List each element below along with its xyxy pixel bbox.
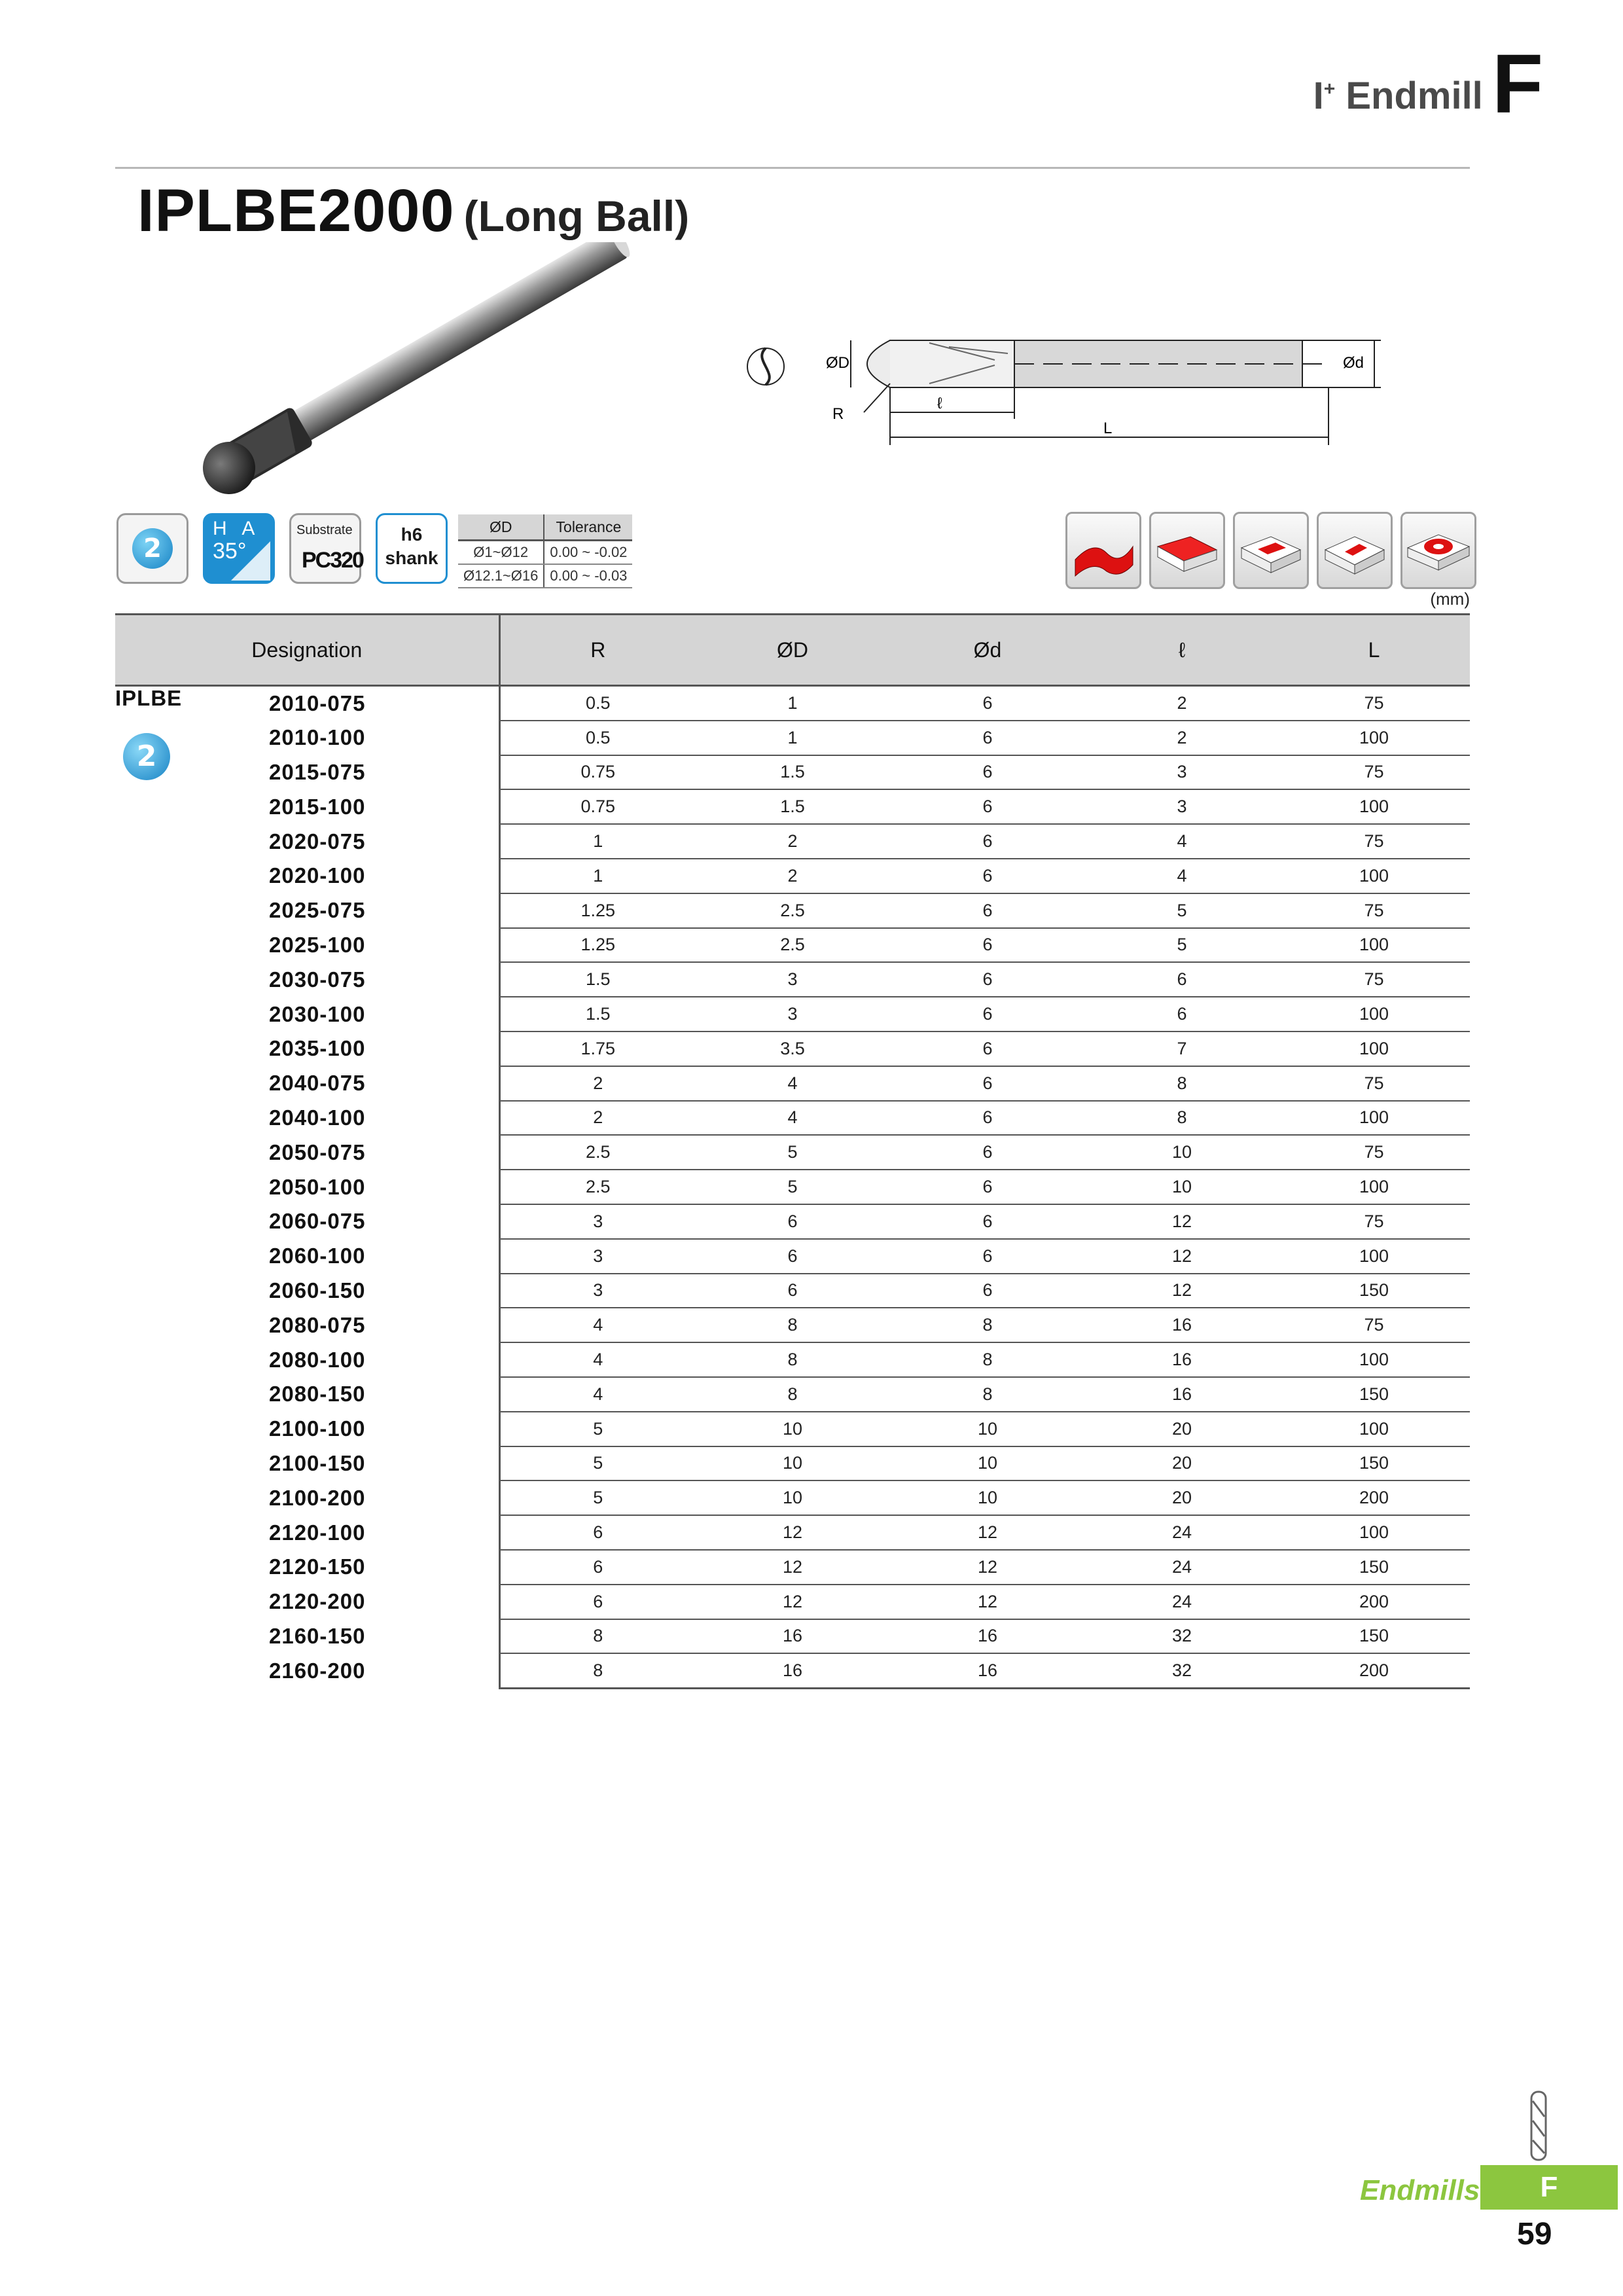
table-row	[115, 721, 1470, 755]
designation-code: 2015-075	[269, 759, 366, 784]
cell-designation	[115, 1101, 499, 1136]
cell-shank-diameter: 6	[889, 686, 1086, 721]
page-title	[137, 177, 689, 245]
pocketing-icon	[1317, 512, 1393, 589]
page-header	[1313, 37, 1543, 131]
cell-overall-length: 75	[1278, 755, 1470, 790]
designation-code: 2160-200	[269, 1658, 366, 1683]
cell-flute-length: 12	[1086, 1204, 1278, 1239]
cell-outer-diameter: 6	[696, 1204, 889, 1239]
cell-overall-length: 150	[1278, 1377, 1470, 1412]
cell-designation	[115, 1342, 499, 1377]
designation-code: 2060-075	[269, 1209, 366, 1234]
designation-code: 2100-200	[269, 1485, 366, 1510]
cell-outer-diameter: 6	[696, 1239, 889, 1274]
cell-flute-length: 16	[1086, 1308, 1278, 1342]
cell-shank-diameter: 6	[889, 893, 1086, 928]
cell-outer-diameter: 5	[696, 1135, 889, 1170]
table-row	[115, 1550, 1470, 1585]
cell-designation	[115, 928, 499, 963]
cell-shank-diameter: 6	[889, 789, 1086, 824]
cell-shank-diameter: 6	[889, 824, 1086, 859]
designation-code: 2060-100	[269, 1244, 366, 1268]
cell-outer-diameter: 3	[696, 962, 889, 997]
cell-overall-length: 75	[1278, 1066, 1470, 1101]
cell-outer-diameter: 2	[696, 859, 889, 893]
tol-row: Ø12.1~Ø16 0.00 ~ -0.03	[458, 564, 632, 588]
page-number: 59	[1517, 2217, 1552, 2251]
cell-overall-length: 75	[1278, 686, 1470, 721]
cell-designation	[115, 1550, 499, 1585]
cell-flute-length: 3	[1086, 789, 1278, 824]
cell-outer-diameter: 8	[696, 1342, 889, 1377]
cell-shank-diameter: 6	[889, 1170, 1086, 1204]
cell-flute-length: 5	[1086, 928, 1278, 963]
side-milling-icon	[1400, 512, 1476, 589]
designation-code: 2040-075	[269, 1071, 366, 1096]
cell-shank-diameter: 16	[889, 1653, 1086, 1688]
designation-code: 2120-100	[269, 1520, 366, 1545]
footer-section-label: Endmills	[1360, 2174, 1480, 2206]
cell-shank-diameter: 6	[889, 1066, 1086, 1101]
cell-flute-length: 20	[1086, 1480, 1278, 1515]
cell-shank-diameter: 6	[889, 1274, 1086, 1308]
cell-flute-length: 24	[1086, 1585, 1278, 1619]
cell-flute-length: 12	[1086, 1239, 1278, 1274]
cell-overall-length: 75	[1278, 1204, 1470, 1239]
cell-designation	[115, 1515, 499, 1550]
product-photo	[190, 242, 687, 497]
designation-code: 2100-100	[269, 1416, 366, 1441]
table-row	[115, 1412, 1470, 1446]
tol-header-tolerance: Tolerance	[544, 514, 632, 541]
cell-flute-length: 6	[1086, 962, 1278, 997]
cell-radius: 5	[499, 1480, 696, 1515]
cell-radius: 2	[499, 1066, 696, 1101]
cell-overall-length: 200	[1278, 1480, 1470, 1515]
table-row	[115, 1515, 1470, 1550]
endmill-tab-icon	[1522, 2088, 1555, 2166]
helix-angle-icon: H A 35°	[203, 513, 275, 584]
cell-shank-diameter: 6	[889, 962, 1086, 997]
designation-code: 2035-100	[269, 1036, 366, 1061]
cell-designation	[115, 1204, 499, 1239]
table-row	[115, 1480, 1470, 1515]
cell-flute-length: 4	[1086, 859, 1278, 893]
cell-flute-length: 12	[1086, 1274, 1278, 1308]
cell-designation	[115, 893, 499, 928]
cell-radius: 1	[499, 859, 696, 893]
cell-flute-length: 5	[1086, 893, 1278, 928]
cell-radius: 1.75	[499, 1031, 696, 1066]
cell-designation	[115, 1619, 499, 1654]
header-divider	[115, 167, 1470, 169]
table-row	[115, 1619, 1470, 1654]
cell-flute-length: 32	[1086, 1653, 1278, 1688]
cell-designation	[115, 1308, 499, 1342]
cell-overall-length: 100	[1278, 928, 1470, 963]
series-label: IPLBE	[115, 686, 183, 710]
cell-radius: 8	[499, 1653, 696, 1688]
designation-code: 2160-150	[269, 1623, 366, 1648]
cell-overall-length: 100	[1278, 1412, 1470, 1446]
table-row	[115, 893, 1470, 928]
series-flute-count-icon: 2	[123, 733, 170, 780]
cell-shank-diameter: 6	[889, 721, 1086, 755]
designation-code: 2025-075	[269, 898, 366, 923]
cell-designation	[115, 1170, 499, 1204]
cell-radius: 3	[499, 1204, 696, 1239]
cell-radius: 1.5	[499, 997, 696, 1031]
cell-designation	[115, 1585, 499, 1619]
face-milling-icon	[1149, 512, 1225, 589]
cell-shank-diameter: 16	[889, 1619, 1086, 1654]
table-row	[115, 1239, 1470, 1274]
cell-overall-length: 100	[1278, 1101, 1470, 1136]
designation-code: 2020-100	[269, 863, 366, 888]
cell-shank-diameter: 6	[889, 1101, 1086, 1136]
cell-overall-length: 100	[1278, 1031, 1470, 1066]
cell-shank-diameter: 6	[889, 755, 1086, 790]
cell-radius: 2.5	[499, 1170, 696, 1204]
cell-outer-diameter: 5	[696, 1170, 889, 1204]
table-row	[115, 1031, 1470, 1066]
cell-outer-diameter: 10	[696, 1446, 889, 1481]
cell-designation	[115, 1274, 499, 1308]
cell-outer-diameter: 8	[696, 1308, 889, 1342]
cell-outer-diameter: 8	[696, 1377, 889, 1412]
cell-overall-length: 150	[1278, 1446, 1470, 1481]
cell-shank-diameter: 12	[889, 1585, 1086, 1619]
cell-designation	[115, 755, 499, 790]
table-row	[115, 1446, 1470, 1481]
table-row	[115, 686, 1470, 721]
cell-radius: 1.25	[499, 893, 696, 928]
cell-designation	[115, 824, 499, 859]
label-shank-diameter: Ød	[1343, 354, 1364, 372]
cell-outer-diameter: 3.5	[696, 1031, 889, 1066]
table-row	[115, 1204, 1470, 1239]
label-radius: R	[832, 405, 844, 423]
cell-outer-diameter: 2	[696, 824, 889, 859]
cell-outer-diameter: 2.5	[696, 893, 889, 928]
designation-code: 2010-100	[269, 725, 366, 750]
cell-radius: 2	[499, 1101, 696, 1136]
cell-flute-length: 24	[1086, 1515, 1278, 1550]
designation-code: 2015-100	[269, 794, 366, 819]
cell-shank-diameter: 6	[889, 1204, 1086, 1239]
cell-overall-length: 100	[1278, 721, 1470, 755]
cell-shank-diameter: 12	[889, 1515, 1086, 1550]
cell-overall-length: 75	[1278, 1308, 1470, 1342]
cell-shank-diameter: 6	[889, 997, 1086, 1031]
cell-flute-length: 3	[1086, 755, 1278, 790]
table-row	[115, 1101, 1470, 1136]
cell-radius: 3	[499, 1239, 696, 1274]
table-header-row	[115, 615, 1470, 686]
cell-flute-length: 10	[1086, 1135, 1278, 1170]
col-header-shank-diameter: Ød	[889, 615, 1086, 686]
cell-radius: 6	[499, 1515, 696, 1550]
substrate-icon: Substrate PC320	[289, 513, 361, 584]
label-flute-length: ℓ	[937, 395, 942, 412]
cell-radius: 8	[499, 1619, 696, 1654]
cell-radius: 5	[499, 1412, 696, 1446]
designation-code: 2030-100	[269, 1001, 366, 1026]
cell-radius: 6	[499, 1550, 696, 1585]
designation-code: 2080-150	[269, 1382, 366, 1407]
cell-flute-length: 8	[1086, 1101, 1278, 1136]
cell-radius: 1	[499, 824, 696, 859]
cell-radius: 6	[499, 1585, 696, 1619]
cell-designation	[115, 1446, 499, 1481]
cell-designation	[115, 721, 499, 755]
cell-designation	[115, 1480, 499, 1515]
cell-radius: 3	[499, 1274, 696, 1308]
footer-section-tab: F	[1480, 2165, 1618, 2210]
table-row	[115, 1066, 1470, 1101]
cell-flute-length: 20	[1086, 1412, 1278, 1446]
slotting-icon	[1233, 512, 1309, 589]
table-row	[115, 789, 1470, 824]
cell-overall-length: 100	[1278, 859, 1470, 893]
designation-code: 2020-075	[269, 829, 366, 853]
section-letter: F	[1491, 37, 1543, 131]
cell-flute-length: 16	[1086, 1377, 1278, 1412]
product-subtitle: (Long Ball)	[463, 192, 690, 240]
cell-shank-diameter: 6	[889, 1135, 1086, 1170]
cell-flute-length: 16	[1086, 1342, 1278, 1377]
specification-table	[115, 613, 1470, 1689]
cell-overall-length: 150	[1278, 1274, 1470, 1308]
table-row	[115, 1170, 1470, 1204]
cell-flute-length: 32	[1086, 1619, 1278, 1654]
cell-outer-diameter: 12	[696, 1515, 889, 1550]
unit-label: (mm)	[1430, 589, 1470, 609]
cell-outer-diameter: 1	[696, 686, 889, 721]
cell-flute-length: 6	[1086, 997, 1278, 1031]
cell-overall-length: 150	[1278, 1619, 1470, 1654]
cell-overall-length: 100	[1278, 1515, 1470, 1550]
cell-overall-length: 75	[1278, 1135, 1470, 1170]
shank-tolerance-icon: h6 shank	[376, 513, 448, 584]
table-row	[115, 997, 1470, 1031]
cell-shank-diameter: 10	[889, 1412, 1086, 1446]
cell-shank-diameter: 6	[889, 1239, 1086, 1274]
label-outer-diameter: ØD	[826, 354, 849, 372]
cell-overall-length: 75	[1278, 962, 1470, 997]
cell-outer-diameter: 1.5	[696, 755, 889, 790]
label-overall-length: L	[1103, 420, 1113, 437]
cell-overall-length: 100	[1278, 1239, 1470, 1274]
col-header-designation: Designation	[115, 615, 499, 686]
col-header-radius: R	[499, 615, 696, 686]
designation-code: 2025-100	[269, 932, 366, 957]
3d-profiling-icon	[1065, 512, 1141, 589]
cell-overall-length: 75	[1278, 824, 1470, 859]
table-row	[115, 1342, 1470, 1377]
cell-overall-length: 100	[1278, 997, 1470, 1031]
designation-code: 2080-100	[269, 1347, 366, 1372]
table-row	[115, 755, 1470, 790]
table-row	[115, 1308, 1470, 1342]
table-row	[115, 1585, 1470, 1619]
designation-code: 2050-100	[269, 1174, 366, 1199]
cell-flute-length: 8	[1086, 1066, 1278, 1101]
table-row	[115, 962, 1470, 997]
designation-code: 2120-200	[269, 1589, 366, 1614]
table-row	[115, 1377, 1470, 1412]
table-row	[115, 859, 1470, 893]
designation-code: 2050-075	[269, 1139, 366, 1164]
cell-radius: 0.5	[499, 686, 696, 721]
designation-code: 2040-100	[269, 1105, 366, 1130]
series-name: I+ Endmill	[1313, 75, 1483, 117]
cell-radius: 2.5	[499, 1135, 696, 1170]
cell-radius: 1.5	[499, 962, 696, 997]
cell-outer-diameter: 1	[696, 721, 889, 755]
cell-shank-diameter: 6	[889, 859, 1086, 893]
col-header-outer-diameter: ØD	[696, 615, 889, 686]
cell-outer-diameter: 12	[696, 1585, 889, 1619]
cell-designation	[115, 1239, 499, 1274]
cell-radius: 1.25	[499, 928, 696, 963]
cell-overall-length: 200	[1278, 1585, 1470, 1619]
cell-radius: 5	[499, 1446, 696, 1481]
cell-designation	[115, 1031, 499, 1066]
product-code: IPLBE2000	[137, 177, 455, 244]
tolerance-table	[458, 514, 632, 588]
cell-flute-length: 7	[1086, 1031, 1278, 1066]
cell-shank-diameter: 12	[889, 1550, 1086, 1585]
cell-designation	[115, 1066, 499, 1101]
cell-overall-length: 200	[1278, 1653, 1470, 1688]
cell-shank-diameter: 10	[889, 1480, 1086, 1515]
cell-designation	[115, 1412, 499, 1446]
cell-outer-diameter: 4	[696, 1101, 889, 1136]
cell-flute-length: 2	[1086, 686, 1278, 721]
cell-shank-diameter: 8	[889, 1308, 1086, 1342]
cell-designation	[115, 1653, 499, 1688]
cell-overall-length: 150	[1278, 1550, 1470, 1585]
table-row	[115, 1653, 1470, 1688]
flute-count-icon: 2	[116, 513, 188, 584]
cell-overall-length: 100	[1278, 789, 1470, 824]
dimension-drawing	[733, 321, 1394, 452]
cell-designation	[115, 789, 499, 824]
cell-shank-diameter: 8	[889, 1377, 1086, 1412]
cell-shank-diameter: 8	[889, 1342, 1086, 1377]
cell-shank-diameter: 6	[889, 1031, 1086, 1066]
tol-header-diameter: ØD	[458, 514, 544, 541]
designation-code: 2030-075	[269, 967, 366, 992]
cell-outer-diameter: 6	[696, 1274, 889, 1308]
cell-overall-length: 100	[1278, 1342, 1470, 1377]
cell-shank-diameter: 6	[889, 928, 1086, 963]
table-row	[115, 928, 1470, 963]
cell-radius: 0.5	[499, 721, 696, 755]
cell-radius: 4	[499, 1377, 696, 1412]
cell-radius: 4	[499, 1308, 696, 1342]
table-row	[115, 1274, 1470, 1308]
cell-radius: 4	[499, 1342, 696, 1377]
tol-row: Ø1~Ø12 0.00 ~ -0.02	[458, 541, 632, 565]
cell-overall-length: 100	[1278, 1170, 1470, 1204]
cell-outer-diameter: 2.5	[696, 928, 889, 963]
cell-designation	[115, 997, 499, 1031]
designation-code: 2060-150	[269, 1278, 366, 1302]
cell-outer-diameter: 1.5	[696, 789, 889, 824]
designation-code: 2010-075	[269, 691, 366, 715]
cell-flute-length: 20	[1086, 1446, 1278, 1481]
cell-overall-length: 75	[1278, 893, 1470, 928]
cell-outer-diameter: 10	[696, 1412, 889, 1446]
cell-designation	[115, 1135, 499, 1170]
cell-flute-length: 2	[1086, 721, 1278, 755]
cell-radius: 0.75	[499, 789, 696, 824]
cell-flute-length: 10	[1086, 1170, 1278, 1204]
cell-outer-diameter: 16	[696, 1653, 889, 1688]
designation-code: 2120-150	[269, 1554, 366, 1579]
cell-radius: 0.75	[499, 755, 696, 790]
cell-flute-length: 4	[1086, 824, 1278, 859]
designation-code: 2100-150	[269, 1450, 366, 1475]
cell-shank-diameter: 10	[889, 1446, 1086, 1481]
cell-outer-diameter: 3	[696, 997, 889, 1031]
cell-designation	[115, 1377, 499, 1412]
cell-flute-length: 24	[1086, 1550, 1278, 1585]
col-header-flute-length: ℓ	[1086, 615, 1278, 686]
cell-outer-diameter: 10	[696, 1480, 889, 1515]
cell-designation	[115, 859, 499, 893]
table-row	[115, 824, 1470, 859]
table-row	[115, 1135, 1470, 1170]
cell-designation	[115, 962, 499, 997]
designation-code: 2080-075	[269, 1312, 366, 1337]
cell-outer-diameter: 12	[696, 1550, 889, 1585]
cell-outer-diameter: 4	[696, 1066, 889, 1101]
col-header-overall-length: L	[1278, 615, 1470, 686]
cell-outer-diameter: 16	[696, 1619, 889, 1654]
